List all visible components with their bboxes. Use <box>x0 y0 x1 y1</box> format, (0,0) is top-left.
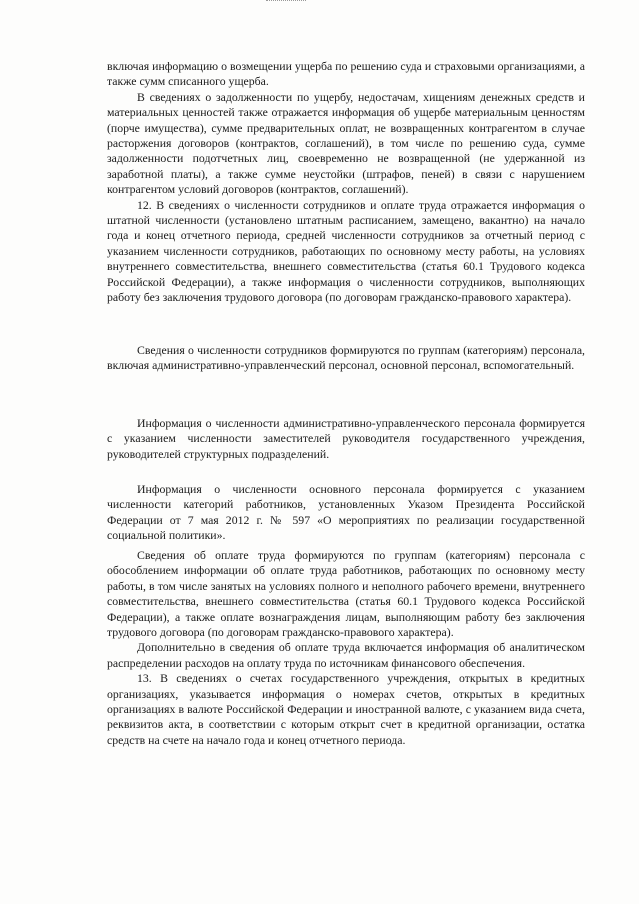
text-block-3 <box>107 416 585 462</box>
paragraph-item-13: 13. В сведениях о счетах государственного учреждения, открытых в кредитных организациях, указывается информация о номерах счетов, открытых в кредитных организациях в валюте Российской Федерации и иностранной валюте, с указанием вида счета, реквизитов акта, в соответствии с которым открыт счет в кредитной организации, остатка средств на счете на начало года и конец отчетного периода. <box>107 671 585 747</box>
text-block-5 <box>107 548 585 748</box>
text-block-1 <box>107 59 585 306</box>
paragraph-main-staff: Информация о численности основного персонала формируется с указанием численности категорий работников, установленных Указом Президента Российской Федерации от 7 мая 2012 г. № 597 «О мероприятиях по реализации государственной социальной политики». <box>107 482 585 543</box>
paragraph-payroll-sources: Дополнительно в сведения об оплате труда включается информация об аналитическом распределении расходов на оплату труда по источникам финансового обеспечения. <box>107 640 585 670</box>
paragraph-payroll: Сведения об оплате труда формируются по группам (категориям) персонала с обособлением информации об оплате труда работников, работающих по основному месту работы, в том числе занятых на условиях полного и неполного рабочего времени, внутреннего совместительства, внешнего совместительства (статья 60.1 Трудового кодекса Российской Федерации), а также оплате вознаграждения лицам, выполняющим работу без заключения трудового договора (по договорам гражданско-правового характера). <box>107 548 585 640</box>
paragraph-staff-groups: Сведения о численности сотрудников формируются по группам (категориям) персонала, включая административно-управленческий персонал, основной персонал, вспомогательный. <box>107 343 585 373</box>
paragraph-admin-staff: Информация о численности административно-управленческого персонала формируется с указанием численности заместителей руководителя государственного учреждения, руководителей структурных подразделений. <box>107 416 585 461</box>
text-block-4 <box>107 482 585 544</box>
paragraph-item-12: 12. В сведениях о численности сотрудников и оплате труда отражается информация о штатной численности (установлено штатным расписанием, замещено, вакантно) на начало года и конец отчетного периода, средней численности сотрудников за отчетный период с указанием численности сотрудников, работающих по основному месту работы, на условиях внутреннего совместительства, внешнего совместительства (статья 60.1 Трудового кодекса Российской Федерации), а также информация о численности сотрудников, выполняющих работу без заключения трудового договора (по договорам гражданско-правового характера). <box>107 197 585 305</box>
paragraph-damage-debt: В сведениях о задолженности по ущербу, недостачам, хищениям денежных средств и материальных ценностей также отражается информация об ущербе материальным ценностям (порче имущества), сумме предварительных оплат, не возвращенных контрагентом в случае расторжения договоров (контрактов, соглашений), в том числе по решению суда, сумме задолженности подотчетных лиц, своевременно не возвращенной (не удержанной из заработной платы), а также сумме неустойки (штрафов, пеней) в связи с нарушением контрагентом условий договоров (контрактов, соглашений). <box>107 89 585 197</box>
page-number-mark <box>266 0 306 5</box>
text-block-2 <box>107 343 585 374</box>
paragraph-damage-compensation: включая информацию о возмещении ущерба по решению суда и страховыми организациями, а также сумм списанного ущерба. <box>107 59 585 89</box>
